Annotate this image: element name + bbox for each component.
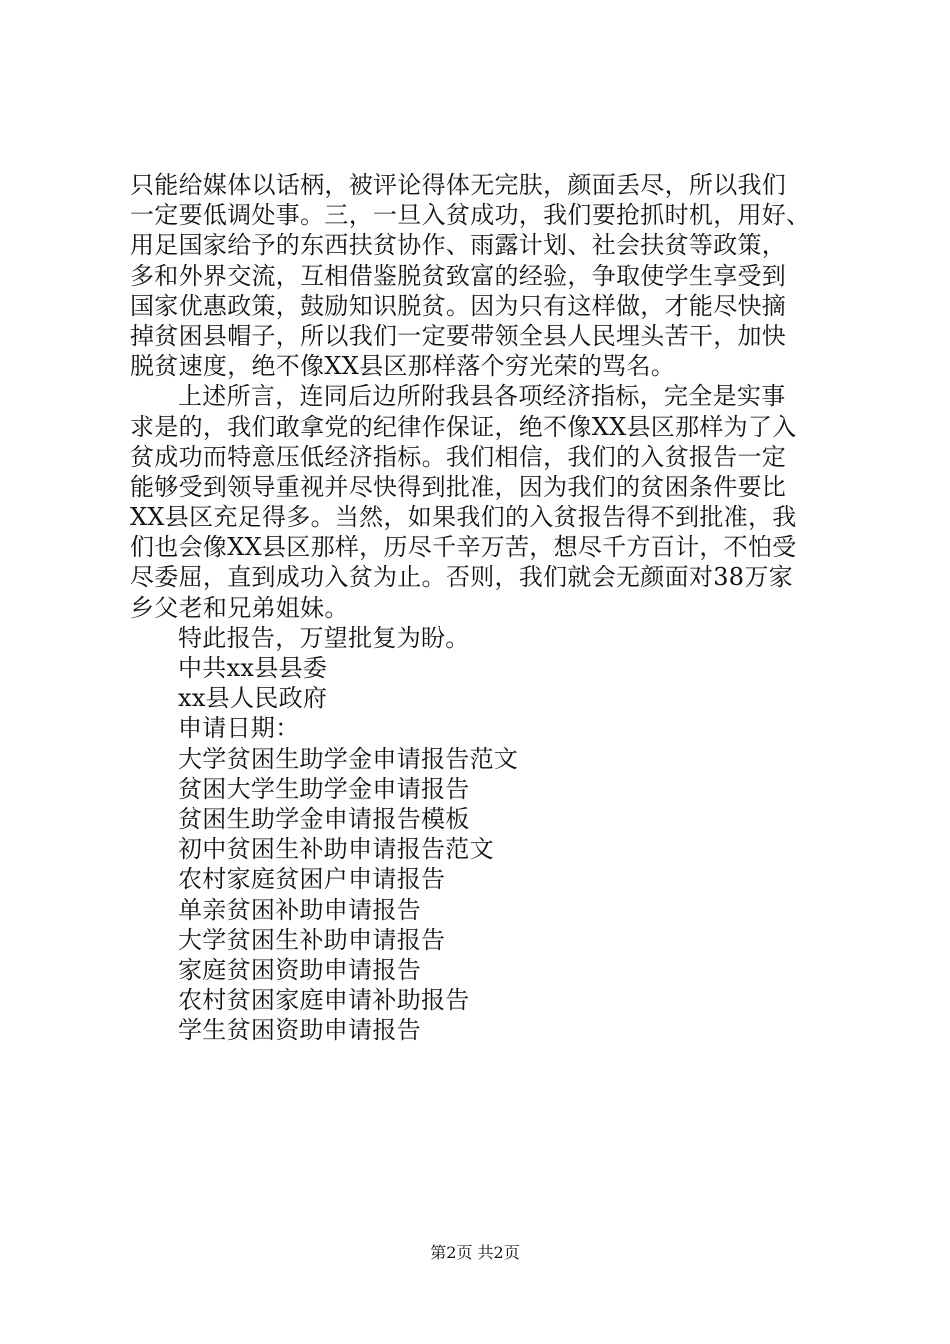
paragraph-line: 脱贫速度，绝不像XX县区那样落个穷光荣的骂名。 (130, 352, 676, 381)
paragraph-line: 尽委屈，直到成功入贫为止。否则，我们就会无颜面对38万家 (130, 563, 793, 592)
related-link[interactable]: 学生贫困资助申请报告 (178, 1016, 421, 1045)
paragraph-line: 能够受到领导重视并尽快得到批准，因为我们的贫困条件要比 (130, 472, 787, 501)
related-link[interactable]: 大学贫困生助学金申请报告范文 (178, 744, 519, 773)
paragraph-line: 乡父老和兄弟姐妹。 (130, 593, 349, 622)
paragraph-line: 一定要低调处事。三，一旦入贫成功，我们要抢抓时机，用好、 (130, 201, 811, 230)
related-link[interactable]: 单亲贫困补助申请报告 (178, 895, 421, 924)
document-body (130, 170, 840, 1045)
related-links-list (130, 744, 840, 1046)
related-link[interactable]: 家庭贫困资助申请报告 (178, 955, 421, 984)
closing-line: 特此报告，万望批复为盼。 (178, 623, 470, 652)
related-link[interactable]: 大学贫困生补助申请报告 (178, 925, 446, 954)
paragraph-line: 掉贫困县帽子，所以我们一定要带领全县人民埋头苦干，加快 (130, 321, 787, 350)
related-link[interactable]: 农村家庭贫困户申请报告 (178, 865, 446, 894)
paragraph-2 (130, 381, 840, 623)
related-link[interactable]: 贫困大学生助学金申请报告 (178, 774, 470, 803)
paragraph-line: 只能给媒体以话柄，被评论得体无完肤，颜面丢尽，所以我们 (130, 171, 787, 199)
date-label: 申请日期： (178, 714, 300, 743)
paragraph-line: 国家优惠政策，鼓励知识脱贫。因为只有这样做，才能尽快摘 (130, 291, 787, 320)
related-link[interactable]: 贫困生助学金申请报告模板 (178, 804, 470, 833)
signature-committee: 中共xx县县委 (178, 654, 328, 682)
paragraph-line: 上述所言，连同后边所附我县各项经济指标，完全是实事 (178, 382, 786, 411)
paragraph-line: 用足国家给予的东西扶贫协作、雨露计划、社会扶贫等政策， (130, 231, 787, 260)
page-footer: 第2页 共2页 (430, 1243, 520, 1262)
paragraph-line: 多和外界交流，互相借鉴脱贫致富的经验，争取使学生享受到 (130, 261, 787, 290)
paragraph-1 (130, 170, 840, 381)
paragraph-line: 求是的，我们敢拿党的纪律作保证，绝不像XX县区那样为了入 (130, 412, 797, 441)
paragraph-line: 们也会像XX县区那样，历尽千辛万苦，想尽千方百计，不怕受 (130, 533, 797, 562)
paragraph-line: 贫成功而特意压低经济指标。我们相信，我们的入贫报告一定 (130, 442, 787, 471)
related-link[interactable]: 初中贫困生补助申请报告范文 (178, 835, 494, 864)
related-link[interactable]: 农村贫困家庭申请补助报告 (178, 986, 470, 1015)
paragraph-line: XX县区充足得多。当然，如果我们的入贫报告得不到批准，我 (130, 503, 797, 532)
signature-government: xx县人民政府 (178, 684, 328, 713)
